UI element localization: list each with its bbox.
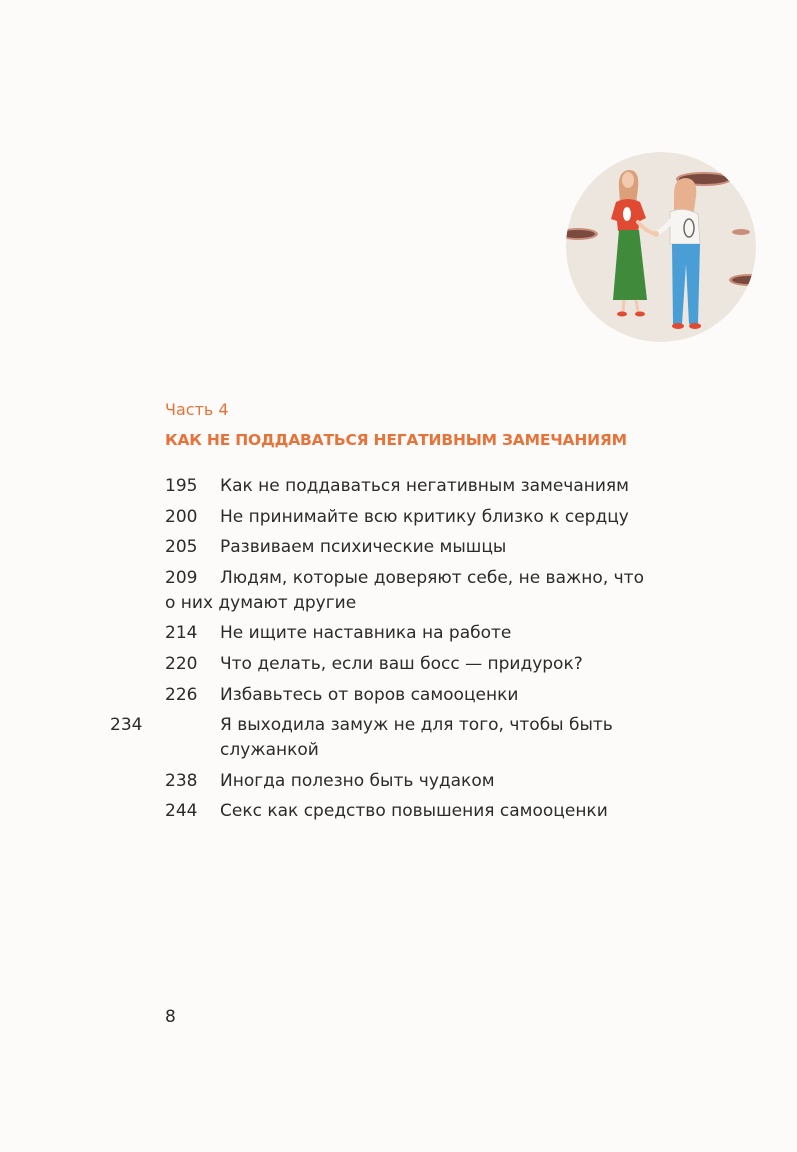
part-title: КАК НЕ ПОДДАВАТЬСЯ НЕГАТИВНЫМ ЗАМЕЧАНИЯМ [165, 431, 627, 449]
toc-entry [165, 505, 645, 530]
toc-page-number: 214 [165, 623, 198, 644]
toc-title: Не ищите наставника на работе [220, 623, 512, 644]
toc-title: Не принимайте всю критику близко к сердцу [220, 506, 629, 527]
table-of-contents [110, 474, 645, 830]
toc-title: Развиваем психические мышцы [220, 537, 507, 558]
toc-page-number: 205 [165, 537, 198, 558]
toc-page-number: 200 [165, 506, 198, 527]
toc-title: Иногда полезно быть чудаком [220, 770, 495, 791]
toc-page-number: 226 [165, 684, 198, 705]
toc-page-number: 195 [165, 476, 198, 496]
toc-page-number: 209 [165, 567, 198, 588]
toc-title: Что делать, если ваш босс — придурок? [220, 653, 583, 674]
toc-entry [165, 799, 645, 824]
toc-title: Как не поддаваться негативным замечаниям [220, 476, 629, 496]
part-label: Часть 4 [165, 400, 229, 419]
toc-page-number: 244 [165, 801, 198, 822]
toc-page-number: 220 [165, 653, 198, 674]
toc-entry [110, 713, 645, 763]
toc-entry [165, 535, 645, 560]
page-number: 8 [165, 1007, 176, 1027]
toc-entry [165, 769, 645, 794]
toc-title: Избавьтесь от воров самооценки [220, 684, 519, 705]
toc-entry [165, 474, 645, 499]
toc-page-number: 238 [165, 770, 198, 791]
toc-title: Я выходила замуж не для того, чтобы быть служанкой [220, 715, 613, 761]
toc-title: Людям, которые доверяют себе, не важно, что о них думают другие [165, 567, 644, 613]
toc-page-number: 234 [110, 715, 143, 736]
toc-entry [165, 683, 645, 708]
toc-entry [165, 621, 645, 646]
hole-shape [732, 229, 750, 235]
toc-title: Секс как средство повышения самооценки [220, 801, 608, 822]
toc-entry [165, 566, 645, 616]
toc-entry [165, 652, 645, 677]
handshake-illustration [566, 152, 756, 342]
